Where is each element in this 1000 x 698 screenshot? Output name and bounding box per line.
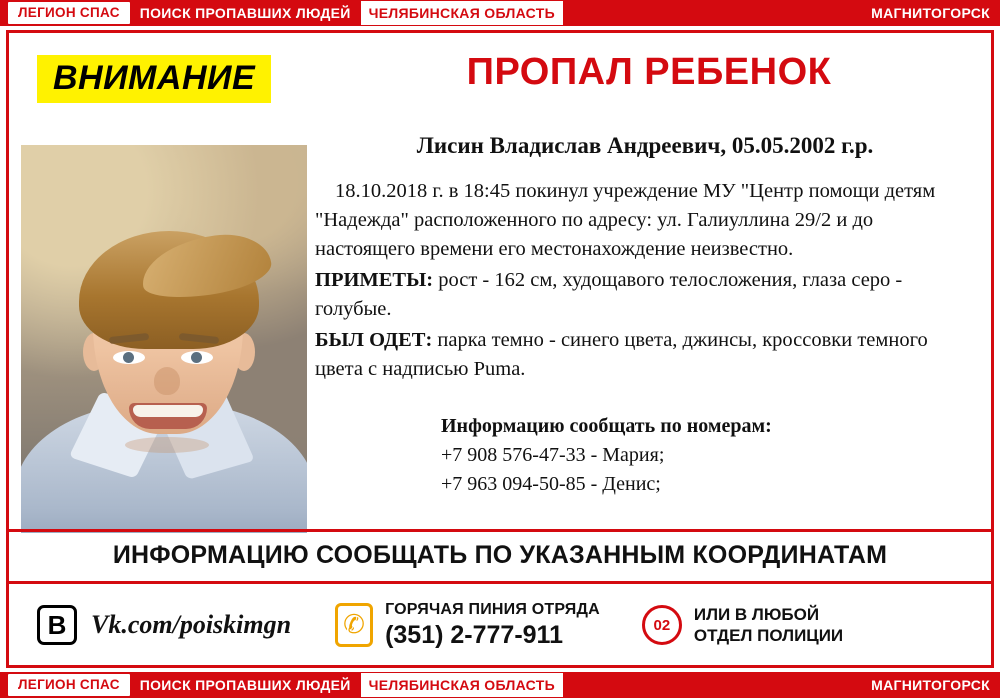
banner-search-label: ПОИСК ПРОПАВШИХ ЛЮДЕЙ	[139, 5, 351, 21]
banner-region-label: ЧЕЛЯБИНСКАЯ ОБЛАСТЬ	[361, 1, 563, 25]
avatar	[21, 145, 307, 533]
header-row	[9, 33, 991, 103]
banner-city-label: МАГНИТОГОРСК	[871, 5, 990, 21]
photo-teeth	[133, 405, 203, 417]
photo-eye-right	[181, 351, 213, 364]
bottom-banner	[0, 672, 1000, 698]
hotline-block	[385, 601, 600, 650]
clothes-text: парка темно - синего цвета, джинсы, кроссовки темного цвета с надписью Puma.	[315, 329, 928, 380]
contact-phone-1[interactable]: +7 908 576-47-33 - Мария;	[441, 444, 665, 466]
police-line-2: ОТДЕЛ ПОЛИЦИИ	[693, 626, 844, 645]
photo-eye-left	[113, 351, 145, 364]
cta-text: ИНФОРМАЦИЮ СООБЩАТЬ ПО УКАЗАННЫМ КООРДИНАТАМ	[112, 541, 888, 569]
signs-text: рост - 162 см, худощавого телосложения, глаза серо - голубые.	[315, 269, 903, 320]
top-banner	[0, 0, 1000, 26]
police-text-block	[694, 604, 843, 646]
hotline-contact[interactable]	[291, 601, 600, 650]
signs-label: ПРИМЕТЫ:	[315, 269, 434, 291]
circumstances-paragraph: 18.10.2018 г. в 18:45 покинул учреждение МУ "Центр помощи детям "Надежда" расположенного по адресу: ул. Галиуллина 29/2 и до настоящего времени его местонахождение неизвестно.	[315, 180, 936, 260]
banner-city-label-bottom: МАГНИТОГОРСК	[871, 677, 990, 693]
hotline-number[interactable]: (351) 2-777-911	[385, 620, 563, 649]
divider-bottom	[9, 581, 991, 584]
clothes-paragraph	[315, 326, 975, 384]
attention-label: ВНИМАНИЕ	[53, 59, 256, 97]
banner-legion-logo-bottom: ЛЕГИОН СПАС	[8, 674, 130, 696]
page-title: ПРОПАЛ РЕБЕНОК	[466, 51, 832, 93]
footer-contacts-row	[9, 587, 991, 663]
description-block	[315, 177, 975, 384]
vk-contact[interactable]	[9, 605, 291, 645]
police-contact	[600, 604, 843, 646]
person-name: Лисин Владислав Андреевич, 05.05.2002 г.р.	[416, 133, 874, 158]
vk-icon: B	[37, 605, 77, 645]
police-line-1: ИЛИ В ЛЮБОЙ	[693, 605, 820, 624]
hotline-label: ГОРЯЧАЯ ПИНИЯ ОТРЯДА	[385, 600, 600, 618]
photo-chin	[125, 437, 209, 453]
banner-region-label-bottom: ЧЕЛЯБИНСКАЯ ОБЛАСТЬ	[361, 673, 563, 697]
photo-nose	[154, 367, 180, 395]
police-02-icon: 02	[642, 605, 682, 645]
details-column	[315, 133, 975, 499]
contact-phone-2[interactable]: +7 963 094-50-85 - Денис;	[441, 473, 661, 495]
attention-badge	[37, 55, 271, 103]
poster-frame	[6, 30, 994, 668]
signs-paragraph	[315, 266, 975, 324]
divider-top	[9, 529, 991, 532]
phone-icon: ✆	[335, 603, 373, 647]
banner-legion-logo: ЛЕГИОН СПАС	[8, 2, 130, 24]
contacts-lead: Информацию сообщать по номерам:	[441, 415, 772, 437]
banner-search-label-bottom: ПОИСК ПРОПАВШИХ ЛЮДЕЙ	[139, 677, 351, 693]
vk-link[interactable]: Vk.com/poiskimgn	[91, 610, 292, 639]
photo-mouth	[129, 403, 207, 429]
contacts-block	[315, 412, 975, 499]
clothes-label: БЫЛ ОДЕТ:	[315, 329, 433, 351]
